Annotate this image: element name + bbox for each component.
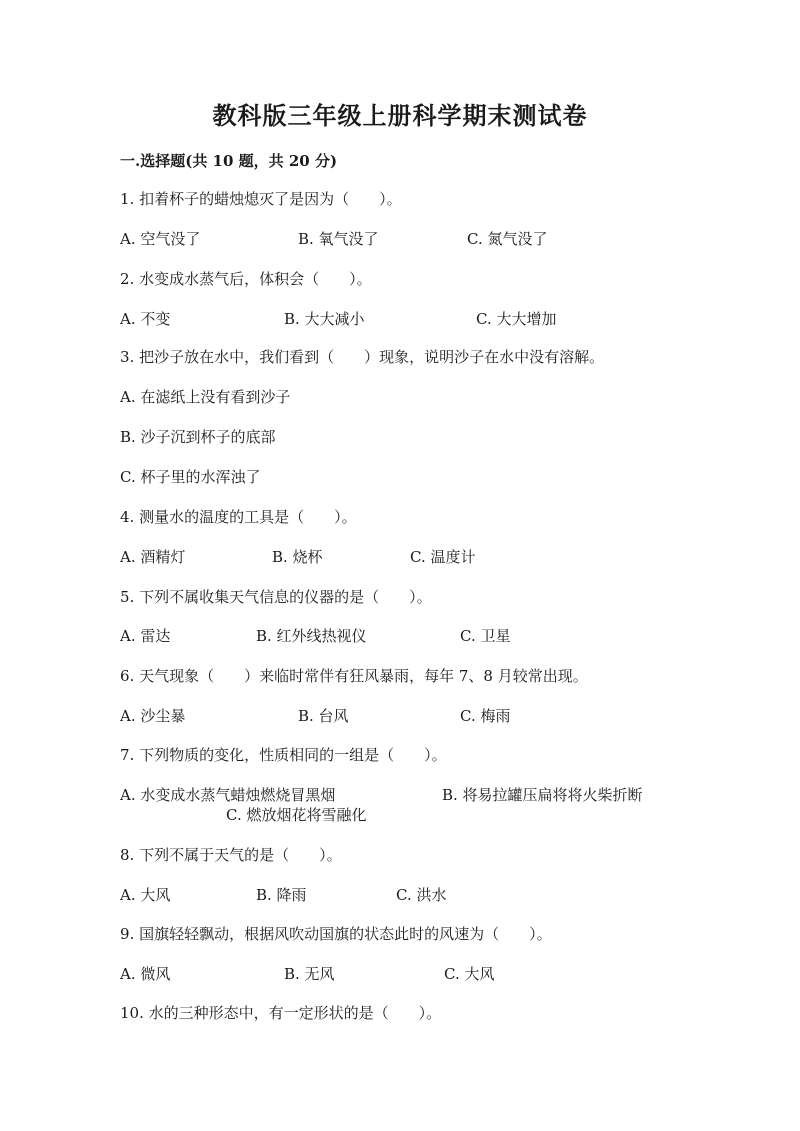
- question-2-option-b: B. 大大减小: [284, 310, 365, 328]
- question-7-option-a: A. 水变成水蒸气蜡烛燃烧冒黑烟: [120, 786, 336, 804]
- question-3-option-b: B. 沙子沉到杯子的底部: [120, 428, 276, 446]
- question-1-option-b: B. 氧气没了: [298, 230, 379, 248]
- question-6-option-b: B. 台风: [298, 707, 349, 725]
- question-8-option-c: C. 洪水: [396, 886, 447, 904]
- question-9: 9. 国旗轻轻飘动，根据风吹动国旗的状态此时的风速为（ ）。: [120, 925, 552, 943]
- question-7-option-c: C. 燃放烟花将雪融化: [226, 806, 367, 824]
- question-2-option-c: C. 大大增加: [476, 310, 557, 328]
- question-8: 8. 下列不属于天气的是（ ）。: [120, 846, 342, 864]
- question-3-option-a: A. 在滤纸上没有看到沙子: [120, 388, 291, 406]
- question-9-option-b: B. 无风: [284, 965, 335, 983]
- question-1: 1. 扣着杯子的蜡烛熄灭了是因为（ ）。: [120, 190, 402, 208]
- question-5: 5. 下列不属收集天气信息的仪器的是（ ）。: [120, 588, 432, 606]
- question-10: 10. 水的三种形态中，有一定形状的是（ ）。: [120, 1004, 442, 1022]
- section-heading: 一.选择题(共 10 题，共 20 分): [120, 152, 338, 170]
- question-7-option-b: B. 将易拉罐压扁将将火柴折断: [442, 786, 643, 804]
- question-1-option-a: A. 空气没了: [120, 230, 201, 248]
- question-3: 3. 把沙子放在水中，我们看到（ ）现象，说明沙子在水中没有溶解。: [120, 348, 605, 366]
- question-5-option-a: A. 雷达: [120, 627, 171, 645]
- page-title: 教科版三年级上册科学期末测试卷: [212, 101, 588, 130]
- question-4: 4. 测量水的温度的工具是（ ）。: [120, 508, 357, 526]
- question-1-option-c: C. 氮气没了: [467, 230, 548, 248]
- question-8-option-a: A. 大风: [120, 886, 171, 904]
- question-7: 7. 下列物质的变化，性质相同的一组是（ ）。: [120, 746, 447, 764]
- question-5-option-b: B. 红外线热视仪: [256, 627, 367, 645]
- question-4-option-a: A. 酒精灯: [120, 548, 186, 566]
- question-2: 2. 水变成水蒸气后，体积会（ ）。: [120, 270, 372, 288]
- question-6-option-c: C. 梅雨: [460, 707, 511, 725]
- question-6-option-a: A. 沙尘暴: [120, 707, 186, 725]
- question-9-option-a: A. 微风: [120, 965, 171, 983]
- question-4-option-b: B. 烧杯: [272, 548, 323, 566]
- question-6: 6. 天气现象（ ）来临时常伴有狂风暴雨，每年 7、8 月较常出现。: [120, 667, 588, 685]
- question-3-option-c: C. 杯子里的水浑浊了: [120, 468, 261, 486]
- question-5-option-c: C. 卫星: [460, 627, 511, 645]
- question-2-option-a: A. 不变: [120, 310, 171, 328]
- question-8-option-b: B. 降雨: [256, 886, 307, 904]
- question-9-option-c: C. 大风: [444, 965, 495, 983]
- question-4-option-c: C. 温度计: [410, 548, 476, 566]
